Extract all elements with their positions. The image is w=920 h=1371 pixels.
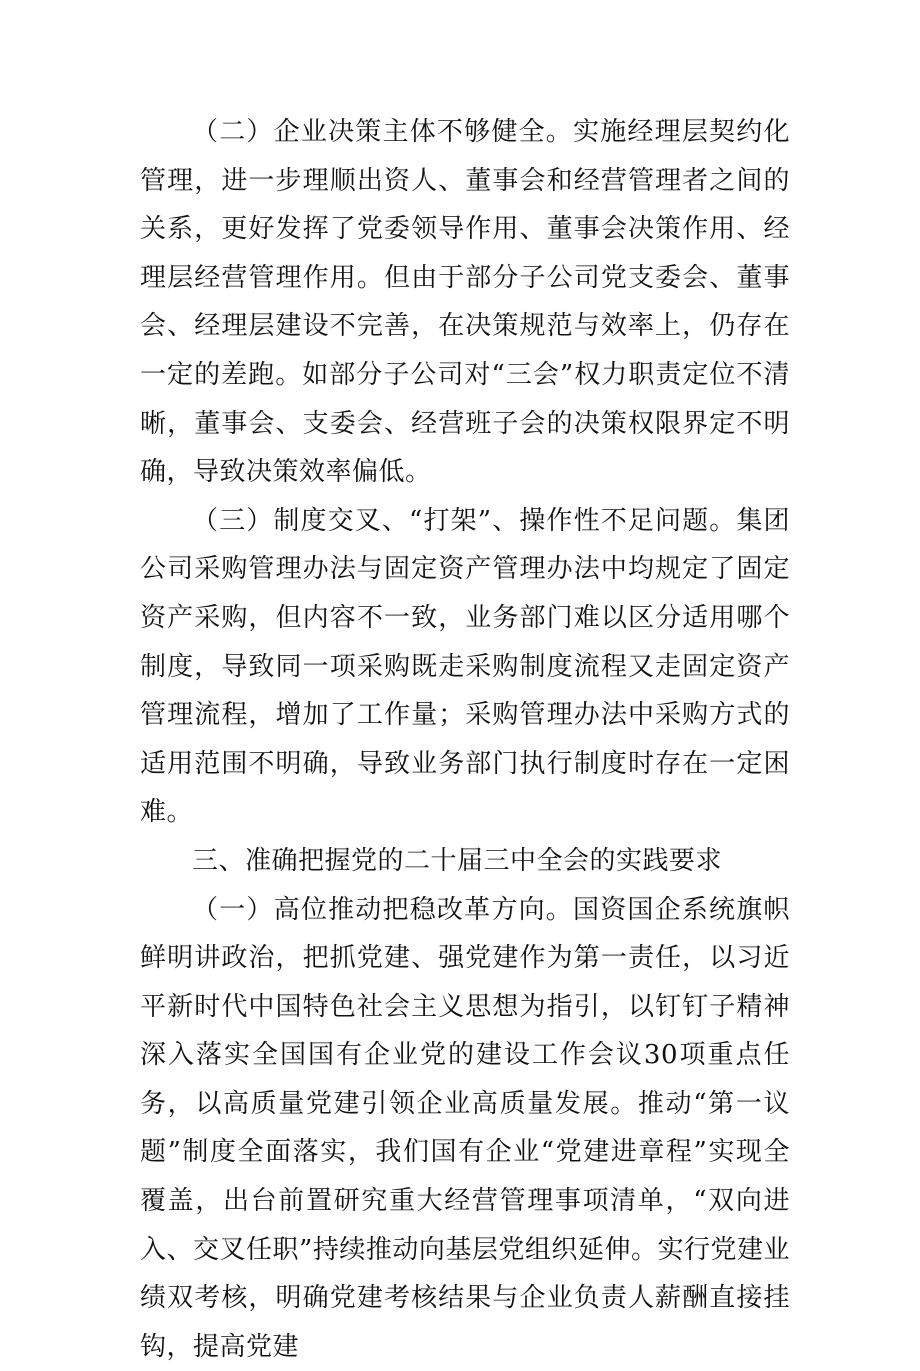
document-body xyxy=(140,108,790,1371)
paragraph-system-overlap: （三）制度交叉、“打架”、操作性不足问题。集团公司采购管理办法与固定资产管理办法中均规定了固定资产采购，但内容不一致，业务部门难以区分适用哪个制度，导致同一项采购既走采购制度流程又走固定资产管理流程，增加了工作量；采购管理办法中采购方式的适用范围不明确，导致业务部门执行制度时存在一定困难。 xyxy=(140,497,790,837)
paragraph-high-level-push: （一）高位推动把稳改革方向。国资国企系统旗帜鲜明讲政治，把抓党建、强党建作为第一责任，以习近平新时代中国特色社会主义思想为指引，以钉钉子精神深入落实全国国有企业党的建设工作会议30项重点任务，以高质量党建引领企业高质量发展。推动“第一议题”制度全面落实，我们国有企业“党建进章程”实现全覆盖，出台前置研究重大经营管理事项清单，“双向进入、交叉任职”持续推动向基层党组织延伸。实行党建业绩双考核，明确党建考核结果与企业负责人薪酬直接挂钩，提高党建 xyxy=(140,886,790,1371)
paragraph-decision-body: （二）企业决策主体不够健全。实施经理层契约化管理，进一步理顺出资人、董事会和经营管理者之间的关系，更好发挥了党委领导作用、董事会决策作用、经理层经营管理作用。但由于部分子公司党支委会、董事会、经理层建设不完善，在决策规范与效率上，仍存在一定的差跑。如部分子公司对“三会”权力职责定位不清晰，董事会、支委会、经营班子会的决策权限界定不明确，导致决策效率偏低。 xyxy=(140,108,790,497)
section-heading-three: 三、准确把握党的二十届三中全会的实践要求 xyxy=(140,837,790,886)
